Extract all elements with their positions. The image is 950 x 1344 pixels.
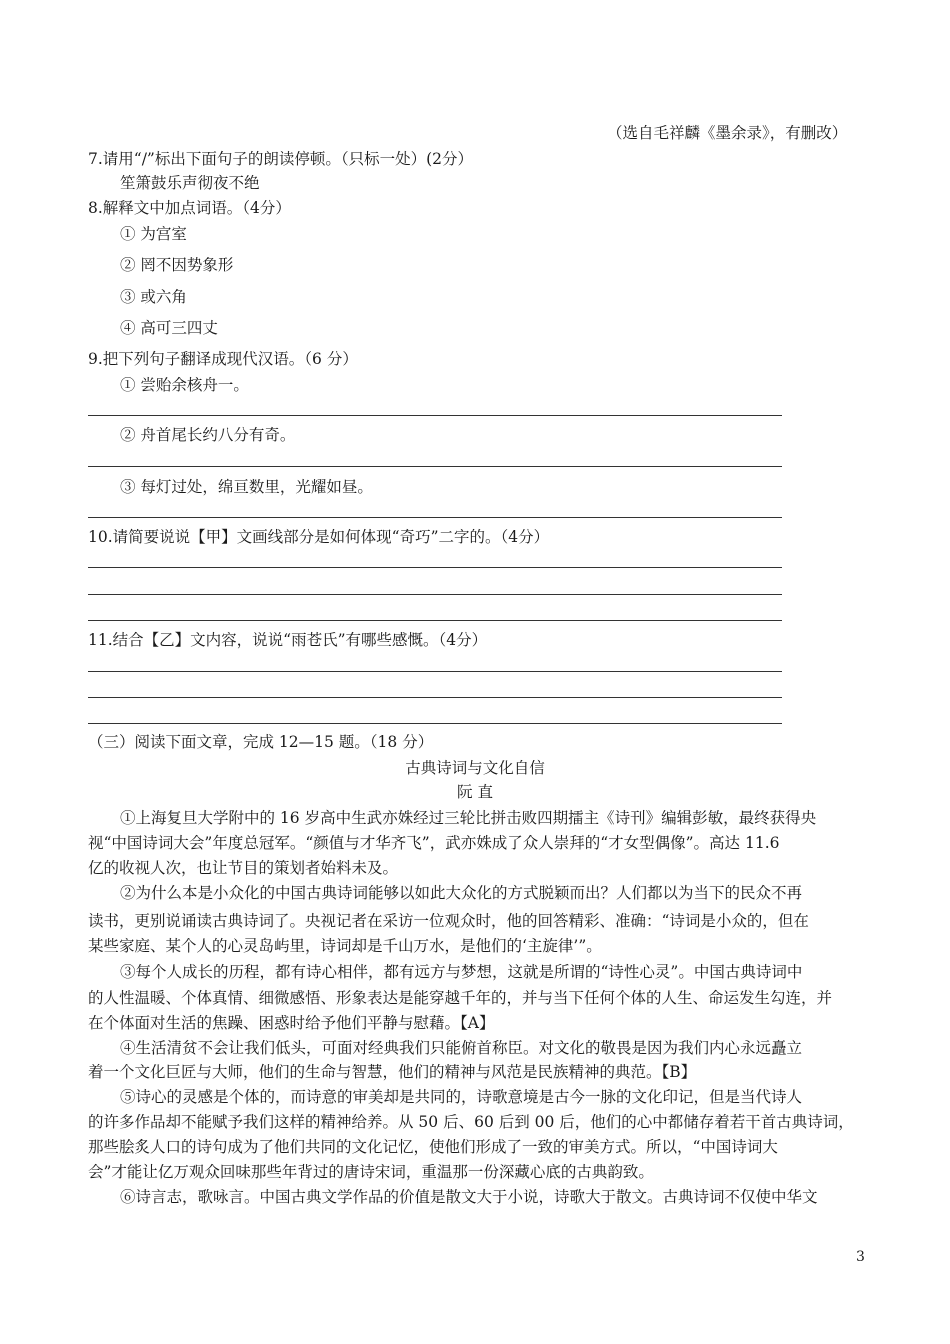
answer-line <box>88 415 782 416</box>
article-author: 阮 直 <box>457 783 493 801</box>
article-line: 视“中国诗词大会”年度总冠军。“颜值与才华齐飞”，武亦姝成了众人崇拜的“才女型偶像”。高达 11.6 <box>88 834 780 852</box>
article-line: 读书，更别说诵读古典诗词了。央视记者在采访一位观众时，他的回答精彩、准确：“诗词是小众的，但在 <box>88 912 809 930</box>
answer-line <box>88 517 782 518</box>
answer-line <box>88 723 782 724</box>
answer-line <box>88 466 782 467</box>
q10-prompt: 10.请简要说说【甲】文画线部分是如何体现“奇巧”二字的。（4分） <box>88 528 550 546</box>
article-line: 会”才能让亿万观众回味那些年背过的唐诗宋词，重温那一份深藏心底的古典韵致。 <box>88 1163 654 1181</box>
article-line: ⑥诗言志，歌咏言。中国古典文学作品的价值是散文大于小说，诗歌大于散文。古典诗词不仅使中华文 <box>120 1188 818 1206</box>
answer-line <box>88 620 782 621</box>
q9-item: ① 尝贻余核舟一。 <box>120 376 249 394</box>
q11-prompt: 11.结合【乙】文内容，说说“雨苍氏”有哪些感慨。（4分） <box>88 631 488 649</box>
source-note: （选自毛祥麟《墨余录》，有删改） <box>607 124 848 142</box>
answer-line <box>88 594 782 595</box>
article-line: ②为什么本是小众化的中国古典诗词能够以如此大众化的方式脱颖而出？人们都以为当下的民众不再 <box>120 884 803 902</box>
answer-line <box>88 671 782 672</box>
q9-item: ③ 每灯过处，绵亘数里，光耀如昼。 <box>120 478 373 496</box>
q9-prompt: 9.把下列句子翻译成现代汉语。（6 分） <box>88 350 358 368</box>
q8-item: ④ 高可三四丈 <box>120 319 218 337</box>
article-line: 的许多作品却不能赋予我们这样的精神给养。从 50 后、60 后到 00 后，他们的心中都储存着若干首古典诗词， <box>88 1113 854 1131</box>
article-line: ③每个人成长的历程，都有诗心相伴，都有远方与梦想，这就是所谓的“诗性心灵”。中国古典诗词中 <box>120 963 803 981</box>
q7-sentence: 笙箫鼓乐声彻夜不绝 <box>120 174 260 192</box>
article-line: 着一个文化巨匠与大师，他们的生命与智慧，他们的精神与风范是民族精神的典范。【B】 <box>88 1063 697 1081</box>
article-line: 的人性温暖、个体真情、细微感悟、形象表达是能穿越千年的，并与当下任何个体的人生、命运发生勾连，并 <box>88 989 833 1007</box>
q9-item: ② 舟首尾长约八分有奇。 <box>120 426 296 444</box>
section3-intro: （三）阅读下面文章，完成 12—15 题。（18 分） <box>88 733 434 751</box>
q8-prompt: 8.解释文中加点词语。（4分） <box>88 199 291 217</box>
answer-line <box>88 697 782 698</box>
q7-prompt: 7.请用“/”标出下面句子的朗读停顿。（只标一处）(2分） <box>88 150 474 168</box>
q8-item: ③ 或六角 <box>120 288 187 306</box>
article-line: 某些家庭、某个人的心灵岛屿里，诗词却是千山万水，是他们的‘主旋律’”。 <box>88 937 602 955</box>
q8-item: ① 为宫室 <box>120 225 187 243</box>
article-line: 在个体面对生活的焦躁、困惑时给予他们平静与慰藉。【A】 <box>88 1014 495 1032</box>
q8-item: ② 罔不因势象形 <box>120 256 234 274</box>
article-line: ④生活清贫不会让我们低头，可面对经典我们只能俯首称臣。对文化的敬畏是因为我们内心永远矗立 <box>120 1039 803 1057</box>
page-number: 3 <box>856 1249 865 1265</box>
article-line: 那些脍炙人口的诗句成为了他们共同的文化记忆，使他们形成了一致的审美方式。所以，“中国诗词大 <box>88 1138 778 1156</box>
answer-line <box>88 567 782 568</box>
article-title: 古典诗词与文化自信 <box>405 759 545 777</box>
article-line: ①上海复旦大学附中的 16 岁高中生武亦姝经过三轮比拼击败四期擂主《诗刊》编辑彭敏，最终获得央 <box>120 809 817 827</box>
article-line: 亿的收视人次，也让节目的策划者始料未及。 <box>88 859 399 877</box>
article-line: ⑤诗心的灵感是个体的，而诗意的审美却是共同的，诗歌意境是古今一脉的文化印记，但是当代诗人 <box>120 1088 803 1106</box>
